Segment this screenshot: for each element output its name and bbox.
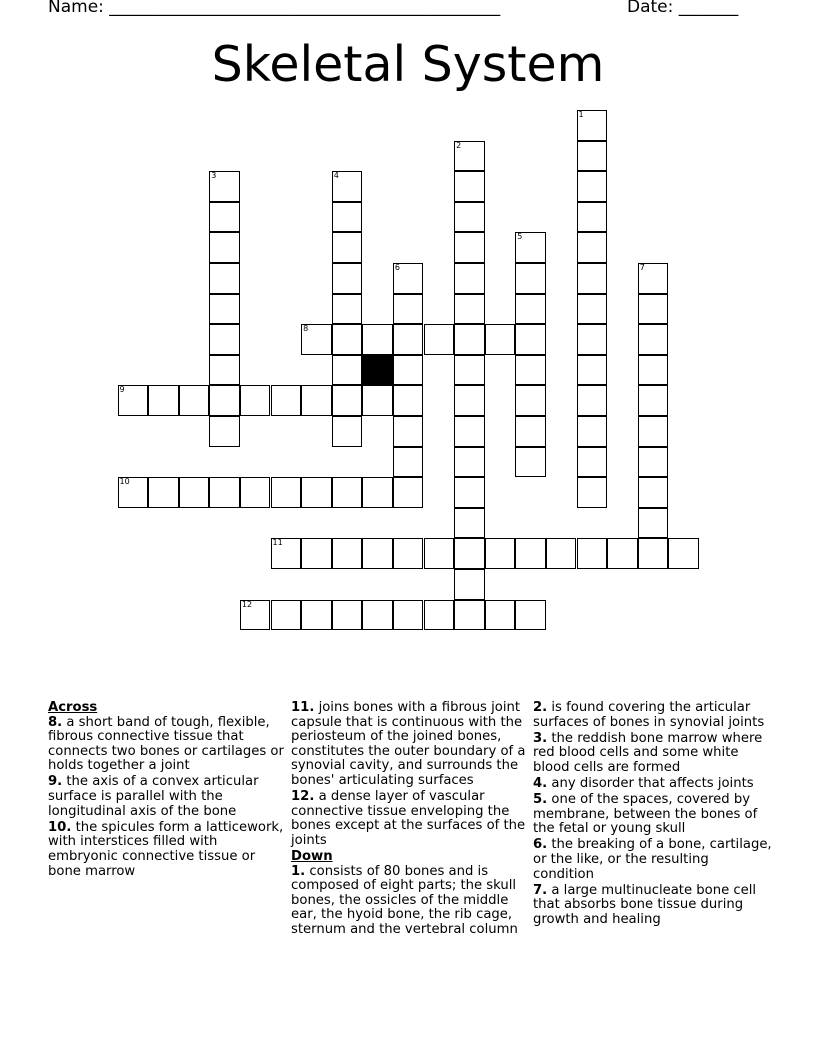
name-field-label: Name: ______________________________________________ bbox=[48, 0, 501, 17]
grid-cell[interactable] bbox=[485, 324, 516, 355]
grid-cell[interactable] bbox=[393, 263, 424, 294]
grid-cell[interactable] bbox=[515, 538, 546, 569]
grid-cell[interactable] bbox=[454, 263, 485, 294]
grid-cell[interactable] bbox=[424, 538, 455, 569]
clue-number: 7. bbox=[533, 882, 548, 898]
grid-cell[interactable] bbox=[515, 263, 546, 294]
grid-cell[interactable] bbox=[332, 538, 363, 569]
grid-cell[interactable] bbox=[393, 385, 424, 416]
down-clue-5 bbox=[533, 793, 773, 837]
clue-number: 4. bbox=[533, 775, 548, 791]
grid-cell[interactable] bbox=[577, 110, 608, 141]
grid-cell[interactable] bbox=[424, 324, 455, 355]
grid-cell[interactable] bbox=[118, 385, 149, 416]
grid-cell[interactable] bbox=[515, 600, 546, 631]
grid-cell[interactable] bbox=[515, 232, 546, 263]
clue-text: is found covering the articular surfaces of bones in synovial joints bbox=[533, 700, 765, 730]
grid-cell[interactable] bbox=[515, 416, 546, 447]
grid-cell[interactable] bbox=[179, 477, 210, 508]
grid-cell[interactable] bbox=[454, 294, 485, 325]
grid-cell[interactable] bbox=[393, 538, 424, 569]
grid-cell[interactable] bbox=[454, 600, 485, 631]
across-clue-10 bbox=[48, 821, 288, 879]
grid-cell[interactable] bbox=[393, 294, 424, 325]
grid-cell[interactable] bbox=[240, 385, 271, 416]
grid-cell[interactable] bbox=[577, 171, 608, 202]
grid-cell[interactable] bbox=[332, 232, 363, 263]
grid-cell[interactable] bbox=[638, 324, 669, 355]
clue-number-label: 7 bbox=[639, 263, 645, 272]
grid-cell[interactable] bbox=[332, 355, 363, 386]
grid-cell[interactable] bbox=[362, 600, 393, 631]
grid-cell[interactable] bbox=[638, 263, 669, 294]
grid-cell[interactable] bbox=[393, 324, 424, 355]
clue-text: any disorder that affects joints bbox=[551, 775, 754, 791]
clue-text: a dense layer of vascular connective tissue enveloping the bones except at the surfaces of the joints bbox=[291, 789, 526, 848]
page-title: Skeletal System bbox=[211, 36, 605, 93]
across-clue-9 bbox=[48, 775, 288, 819]
grid-cell[interactable] bbox=[577, 263, 608, 294]
grid-cell[interactable] bbox=[148, 385, 179, 416]
clue-number-label: 11 bbox=[272, 538, 283, 548]
grid-cell[interactable] bbox=[454, 447, 485, 478]
clue-number: 11. bbox=[291, 700, 315, 715]
grid-cell[interactable] bbox=[454, 538, 485, 569]
grid-cell[interactable] bbox=[209, 385, 240, 416]
grid-cell[interactable] bbox=[577, 477, 608, 508]
clue-number-label: 3 bbox=[211, 171, 217, 181]
grid-cell[interactable] bbox=[209, 355, 240, 386]
grid-cell[interactable] bbox=[393, 416, 424, 447]
grid-cell[interactable] bbox=[301, 324, 332, 355]
clues-column-3 bbox=[533, 701, 773, 929]
clue-number: 2. bbox=[533, 700, 548, 715]
grid-cell[interactable] bbox=[454, 324, 485, 355]
clue-number-label: 4 bbox=[333, 171, 339, 181]
grid-cell[interactable] bbox=[577, 294, 608, 325]
clue-number: 6. bbox=[533, 837, 548, 853]
black-cell bbox=[362, 355, 393, 386]
grid-cell[interactable] bbox=[209, 416, 240, 447]
grid-cell[interactable] bbox=[454, 202, 485, 233]
grid-cell[interactable] bbox=[515, 447, 546, 478]
grid-cell[interactable] bbox=[179, 385, 210, 416]
grid-cell[interactable] bbox=[577, 355, 608, 386]
grid-cell[interactable] bbox=[301, 600, 332, 631]
grid-cell[interactable] bbox=[209, 171, 240, 202]
grid-cell[interactable] bbox=[362, 477, 393, 508]
grid-cell[interactable] bbox=[393, 600, 424, 631]
clue-text: a short band of tough, flexible, fibrous connective tissue that connects two bones or cartilages or holds together a joint bbox=[48, 714, 284, 774]
grid-cell[interactable] bbox=[271, 600, 302, 631]
clue-number-label: 12 bbox=[241, 599, 253, 609]
grid-cell[interactable] bbox=[393, 447, 424, 478]
grid-cell[interactable] bbox=[454, 569, 485, 600]
grid-cell[interactable] bbox=[240, 600, 271, 631]
grid-cell[interactable] bbox=[209, 263, 240, 294]
grid-cell[interactable] bbox=[148, 477, 179, 508]
grid-cell[interactable] bbox=[454, 141, 485, 172]
grid-cell[interactable] bbox=[454, 416, 485, 447]
grid-cell[interactable] bbox=[332, 416, 363, 447]
grid-cell[interactable] bbox=[577, 416, 608, 447]
clue-text: consists of 80 bones and is composed of eight parts; the skull bones, the ossicles of the middle ear, the hyoid bone, the rib cage, sternum and the vertebral column bbox=[291, 863, 518, 937]
grid-cell[interactable] bbox=[577, 202, 608, 233]
grid-cell[interactable] bbox=[332, 600, 363, 631]
clue-text: a large multinucleate bone cell that absorbs bone tissue during growth and healing bbox=[533, 882, 757, 927]
grid-cell[interactable] bbox=[393, 477, 424, 508]
grid-cell[interactable] bbox=[638, 294, 669, 325]
clue-text: the axis of a convex articular surface is parallel with the longitudinal axis of the bone bbox=[48, 774, 259, 819]
grid-cell[interactable] bbox=[485, 538, 516, 569]
grid-cell[interactable] bbox=[301, 538, 332, 569]
grid-cell[interactable] bbox=[301, 477, 332, 508]
grid-cell[interactable] bbox=[638, 355, 669, 386]
clue-number: 10. bbox=[48, 819, 72, 835]
down-clue-3 bbox=[533, 732, 773, 776]
clue-number-label: 2 bbox=[456, 140, 462, 150]
grid-cell[interactable] bbox=[362, 538, 393, 569]
grid-cell[interactable] bbox=[515, 324, 546, 355]
grid-cell[interactable] bbox=[271, 385, 302, 416]
down-clue-2 bbox=[533, 701, 773, 730]
grid-cell[interactable] bbox=[209, 232, 240, 263]
grid-cell[interactable] bbox=[332, 477, 363, 508]
grid-cell[interactable] bbox=[515, 385, 546, 416]
grid-cell[interactable] bbox=[362, 385, 393, 416]
clue-number: 9. bbox=[48, 774, 63, 790]
grid-cell[interactable] bbox=[454, 385, 485, 416]
clues-column-2 bbox=[291, 701, 531, 939]
grid-cell[interactable] bbox=[209, 202, 240, 233]
clue-number-label: 10 bbox=[119, 477, 130, 487]
clue-number: 3. bbox=[533, 730, 548, 746]
down-clue-6 bbox=[533, 838, 773, 882]
down-clue-1 bbox=[291, 865, 531, 938]
grid-cell[interactable] bbox=[454, 477, 485, 508]
grid-cell[interactable] bbox=[271, 477, 302, 508]
grid-cell[interactable] bbox=[515, 355, 546, 386]
clue-number-label: 8 bbox=[303, 324, 309, 334]
grid-cell[interactable] bbox=[577, 324, 608, 355]
grid-cell[interactable] bbox=[332, 294, 363, 325]
grid-cell[interactable] bbox=[577, 447, 608, 478]
grid-cell[interactable] bbox=[577, 538, 608, 569]
grid-cell[interactable] bbox=[668, 538, 699, 569]
clue-number: 12. bbox=[291, 789, 315, 805]
grid-cell[interactable] bbox=[332, 202, 363, 233]
grid-cell[interactable] bbox=[332, 324, 363, 355]
clue-text: the breaking of a bone, cartilage, or the like, or the resulting condition bbox=[533, 837, 772, 882]
grid-cell[interactable] bbox=[209, 294, 240, 325]
date-field-label: Date: _______ bbox=[627, 0, 739, 17]
grid-cell[interactable] bbox=[638, 538, 669, 569]
grid-cell[interactable] bbox=[454, 508, 485, 539]
grid-cell[interactable] bbox=[638, 477, 669, 508]
across-clue-12 bbox=[291, 790, 531, 848]
clue-number: 1. bbox=[291, 863, 306, 879]
clue-number: 5. bbox=[533, 792, 548, 808]
grid-cell[interactable] bbox=[577, 385, 608, 416]
clue-number-label: 1 bbox=[578, 110, 584, 119]
grid-cell[interactable] bbox=[209, 324, 240, 355]
grid-cell[interactable] bbox=[546, 538, 577, 569]
grid-cell[interactable] bbox=[515, 294, 546, 325]
grid-cell[interactable] bbox=[424, 600, 455, 631]
grid-cell[interactable] bbox=[638, 385, 669, 416]
grid-cell[interactable] bbox=[118, 477, 149, 508]
grid-cell[interactable] bbox=[638, 416, 669, 447]
clue-number-label: 6 bbox=[394, 263, 400, 272]
clue-text: the spicules form a latticework, with interstices filled with embryonic connective tissue or bone marrow bbox=[48, 819, 284, 879]
grid-cell[interactable] bbox=[240, 477, 271, 508]
grid-cell[interactable] bbox=[332, 263, 363, 294]
across-clue-11 bbox=[291, 701, 531, 789]
grid-cell[interactable] bbox=[638, 447, 669, 478]
grid-cell[interactable] bbox=[332, 385, 363, 416]
grid-cell[interactable] bbox=[362, 324, 393, 355]
down-clue-4 bbox=[533, 777, 773, 792]
down-heading: Down bbox=[291, 848, 333, 864]
grid-cell[interactable] bbox=[393, 355, 424, 386]
grid-cell[interactable] bbox=[454, 171, 485, 202]
grid-cell[interactable] bbox=[454, 355, 485, 386]
grid-cell[interactable] bbox=[271, 538, 302, 569]
grid-cell[interactable] bbox=[485, 600, 516, 631]
clue-text: the reddish bone marrow where red blood cells and some white blood cells are formed bbox=[533, 730, 763, 775]
clue-number: 8. bbox=[48, 714, 63, 730]
clue-text: one of the spaces, covered by membrane, between the bones of the fetal or young skull bbox=[533, 792, 758, 837]
grid-cell[interactable] bbox=[607, 538, 638, 569]
grid-cell[interactable] bbox=[209, 477, 240, 508]
clue-text: joins bones with a fibrous joint capsule that is continuous with the periosteum of the joined bones, constitutes the outer boundary of a synovial cavity, and surrounds the bones' articulating surfaces bbox=[291, 700, 526, 788]
across-clue-8 bbox=[48, 716, 288, 774]
across-heading: Across bbox=[48, 700, 98, 715]
grid-cell[interactable] bbox=[577, 141, 608, 172]
grid-cell[interactable] bbox=[577, 232, 608, 263]
down-clue-7 bbox=[533, 884, 773, 928]
clues-column-1 bbox=[48, 701, 288, 881]
clue-number-label: 9 bbox=[119, 385, 125, 395]
grid-cell[interactable] bbox=[638, 508, 669, 539]
grid-cell[interactable] bbox=[301, 385, 332, 416]
clue-number-label: 5 bbox=[517, 232, 523, 242]
grid-cell[interactable] bbox=[332, 171, 363, 202]
grid-cell[interactable] bbox=[454, 232, 485, 263]
